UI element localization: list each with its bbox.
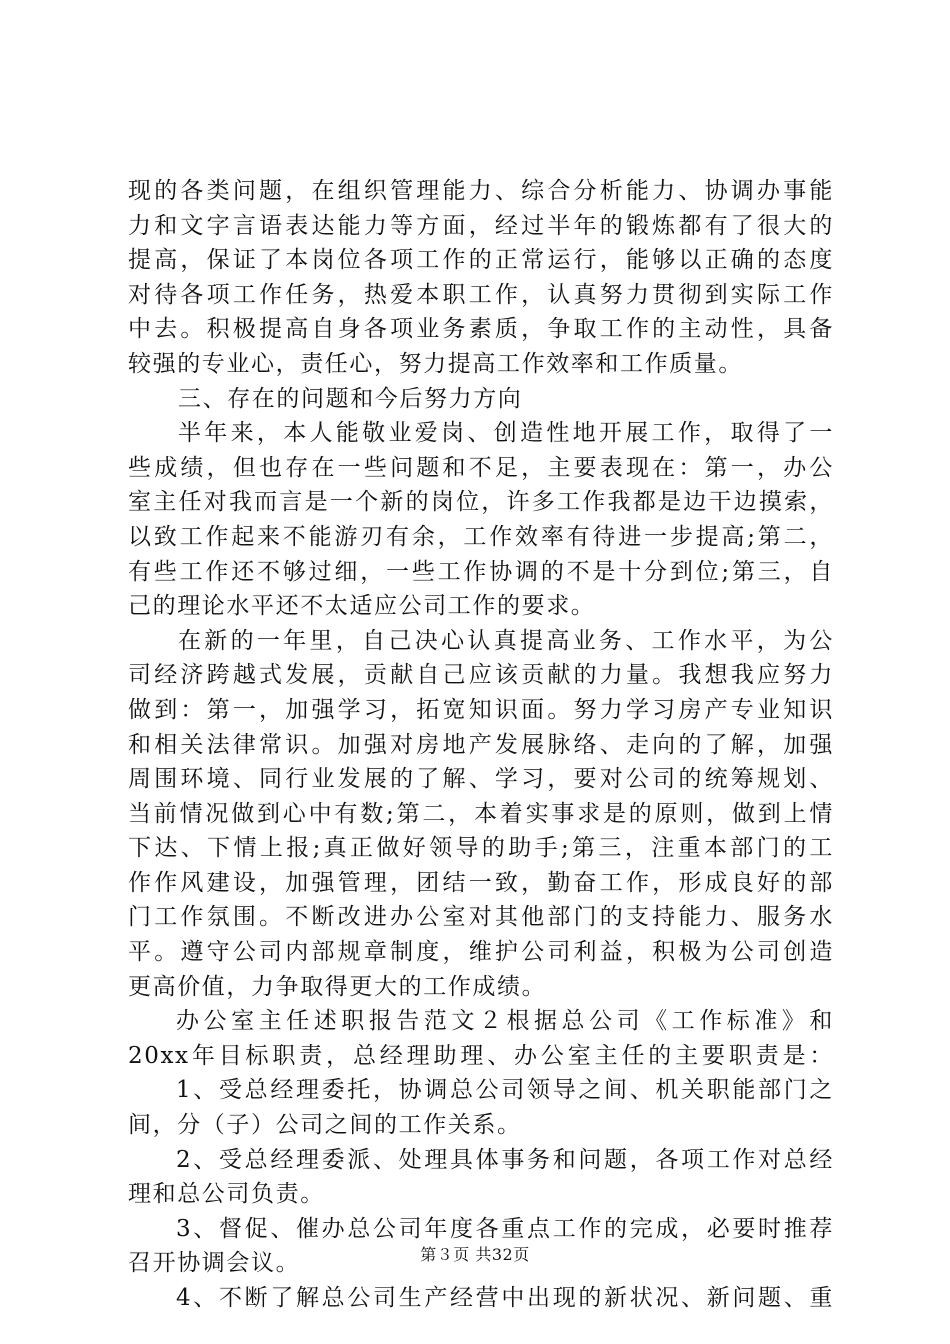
text-line: 门工作氛围。不断改进办公室对其他部门的支持能力、服务水 [128, 904, 834, 931]
list-item: 4、不断了解总公司生产经营中出现的新状况、新问题、重 [176, 1285, 834, 1311]
text-line: 在新的一年里，自己决心认真提高业务、工作水平，为公 [178, 627, 834, 654]
text-line: 有些工作还不够过细，一些工作协调的不是十分到位;第三，自 [128, 558, 834, 585]
page-number-footer: 第３页 共32页 [420, 1245, 530, 1264]
text-line: 中去。积极提高自身各项业务素质，争取工作的主动性，具备 [128, 316, 834, 343]
text-line: 和相关法律常识。加强对房地产发展脉络、走向的了解，加强 [128, 731, 834, 758]
list-item: 3、督促、催办总公司年度各重点工作的完成，必要时推荐 [176, 1215, 834, 1242]
section-heading: 三、存在的问题和今后努力方向 [178, 385, 523, 412]
text-line: 召开协调会议。 [128, 1250, 301, 1277]
text-line: 现的各类问题，在组织管理能力、综合分析能力、协调办事能 [128, 178, 834, 204]
text-line: 力和文字言语表达能力等方面，经过半年的锻炼都有了很大的 [128, 212, 834, 239]
text-line: 办公室主任述职报告范文２根据总公司《工作标准》和 [176, 1008, 834, 1035]
text-line: 提高，保证了本岗位各项工作的正常运行，能够以正确的态度 [128, 247, 834, 274]
text-line: 下达、下情上报;真正做好领导的助手;第三，注重本部门的工 [128, 835, 834, 862]
text-line: 司经济跨越式发展，贡献自己应该贡献的力量。我想我应努力 [128, 662, 834, 689]
text-line: 间，分（子）公司之间的工作关系。 [128, 1112, 522, 1139]
text-line: 平。遵守公司内部规章制度，维护公司利益，积极为公司创造 [128, 939, 834, 966]
text-line: 半年来，本人能敬业爱岗、创造性地开展工作，取得了一 [178, 420, 834, 447]
text-line: 20xx年目标职责，总经理助理、办公室主任的主要职责是： [128, 1042, 834, 1069]
list-item: 1、受总经理委托，协调总公司领导之间、机关职能部门之 [176, 1077, 834, 1104]
text-line: 室主任对我而言是一个新的岗位，许多工作我都是边干边摸索， [128, 489, 834, 516]
document-body [128, 174, 834, 1316]
text-line: 己的理论水平还不太适应公司工作的要求。 [128, 593, 596, 620]
text-line: 以致工作起来不能游刃有余，工作效率有待进一步提高;第二， [128, 523, 834, 550]
text-line: 当前情况做到心中有数;第二，本着实事求是的原则，做到上情 [128, 800, 834, 827]
text-line: 对待各项工作任务，热爱本职工作，认真努力贯彻到实际工作 [128, 281, 834, 308]
list-item: 2、受总经理委派、处理具体事务和问题，各项工作对总经 [176, 1146, 834, 1173]
text-line: 些成绩，但也存在一些问题和不足，主要表现在：第一，办公 [128, 454, 834, 481]
text-line: 周围环境、同行业发展的了解、学习，要对公司的统筹规划、 [128, 766, 834, 793]
text-line: 作作风建设，加强管理，团结一致，勤奋工作，形成良好的部 [128, 869, 834, 896]
text-line: 理和总公司负责。 [128, 1181, 325, 1208]
text-line: 较强的专业心，责任心，努力提高工作效率和工作质量。 [128, 350, 743, 377]
text-line: 更高价值，力争取得更大的工作成绩。 [128, 973, 547, 1000]
text-line: 做到：第一，加强学习，拓宽知识面。努力学习房产专业知识 [128, 696, 834, 723]
